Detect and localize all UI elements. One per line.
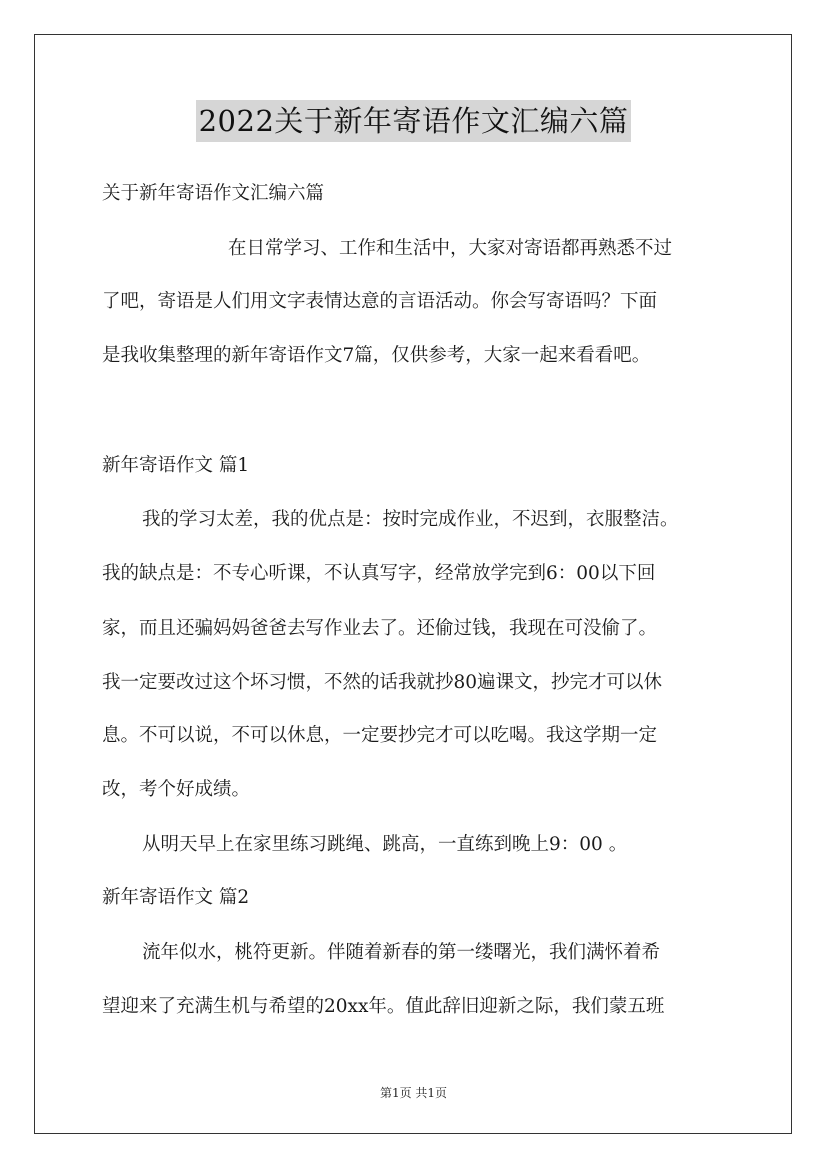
paragraph-line: 家，而且还骗妈妈爸爸去写作业去了。还偷过钱，我现在可没偷了。 [102, 618, 658, 639]
paragraph-line: 息。不可以说，不可以休息，一定要抄完才可以吃喝。我这学期一定 [102, 725, 658, 746]
intro-line: 是我收集整理的新年寄语作文7篇，仅供参考，大家一起来看看吧。 [102, 345, 651, 366]
paragraph-line: 流年似水，桃符更新。伴随着新春的第一缕曙光，我们满怀着希 [142, 942, 661, 963]
paragraph-line: 从明天早上在家里练习跳绳、跳高，一直练到晚上9：00 。 [142, 834, 628, 855]
document-subtitle: 关于新年寄语作文汇编六篇 [102, 183, 325, 204]
intro-line: 了吧，寄语是人们用文字表情达意的言语活动。你会写寄语吗？下面 [102, 291, 658, 312]
paragraph-line: 我的缺点是：不专心听课，不认真写字，经常放学完到6：00以下回 [102, 563, 656, 584]
title-container [0, 100, 827, 142]
paragraph-line: 我的学习太差，我的优点是：按时完成作业，不迟到，衣服整洁。 [142, 509, 679, 530]
page-footer: 第1页 共1页 [379, 1086, 448, 1100]
document-title: 2022关于新年寄语作文汇编六篇 [196, 100, 632, 142]
section-heading: 新年寄语作文 篇2 [102, 887, 250, 908]
intro-line: 在日常学习、工作和生活中，大家对寄语都再熟悉不过 [228, 238, 673, 259]
paragraph-line: 我一定要改过这个坏习惯，不然的话我就抄80遍课文，抄完才可以休 [102, 672, 663, 693]
section-heading: 新年寄语作文 篇1 [102, 455, 250, 476]
paragraph-line: 改，考个好成绩。 [102, 779, 251, 800]
paragraph-line: 望迎来了充满生机与希望的20xx年。值此辞旧迎新之际，我们蒙五班 [102, 996, 665, 1017]
